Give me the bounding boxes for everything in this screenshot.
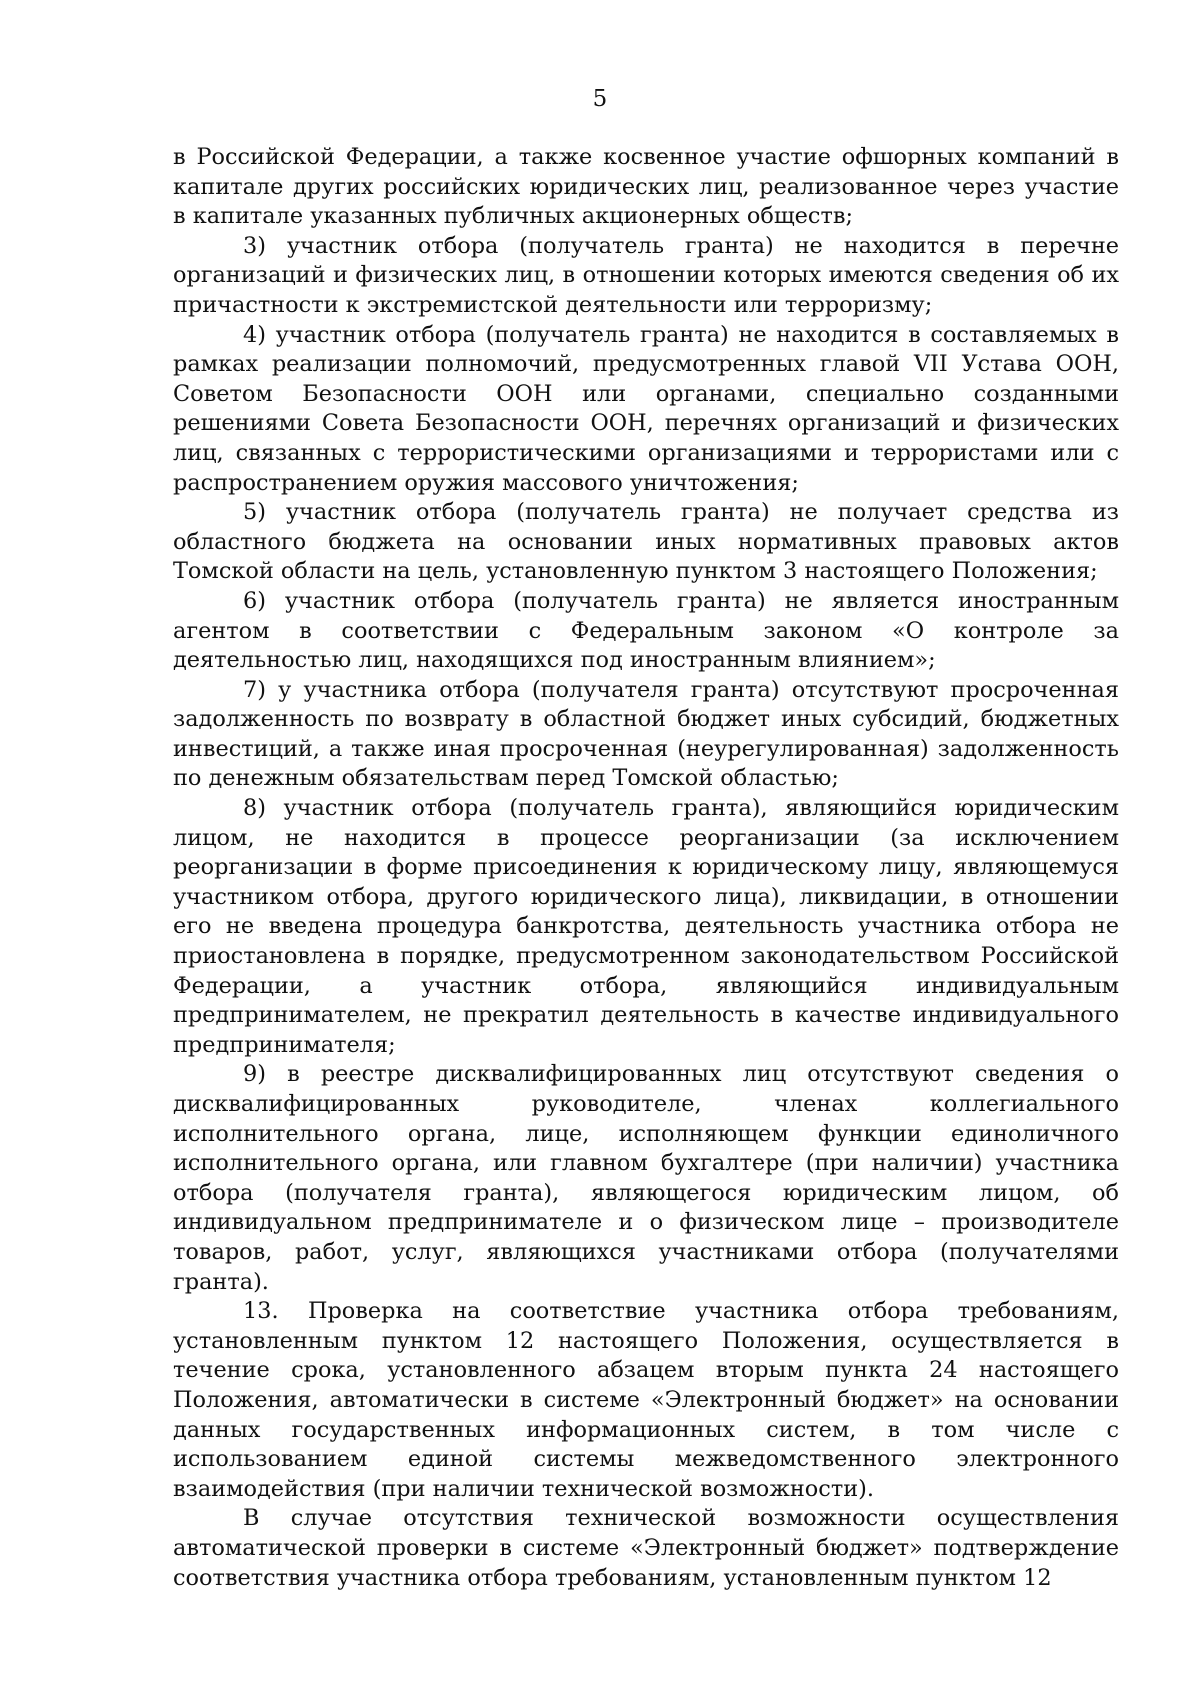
paragraph-item-5: 5) участник отбора (получатель гранта) не получает средства из областного бюджета на основании иных нормативных правовых актов Томской области на цель, установленную пунктом 3 настоящего Положения; bbox=[173, 499, 1119, 585]
paragraph-section-13-continued: В случае отсутствия технической возможности осуществления автоматической проверки в системе «Электронный бюджет» подтверждение соответствия участника отбора требованиям, установленным пунктом 12 bbox=[173, 1505, 1119, 1591]
paragraph-continuation: в Российской Федерации, а также косвенное участие офшорных компаний в капитале других российских юридических лиц, реализованное через участие в капитале указанных публичных акционерных обществ; bbox=[173, 144, 1119, 230]
paragraph-item-8: 8) участник отбора (получатель гранта), являющийся юридическим лицом, не находится в процессе реорганизации (за исключением реорганизации в форме присоединения к юридическому лицу, являющемуся участником отбора, другого юридического лица), ликвидации, в отношении его не введена процедура банкротства, деятельность участника отбора не приостановлена в порядке, предусмотренном законодательством Российской Федерации, а участник отбора, являющийся индивидуальным предпринимателем, не прекратил деятельность в качестве индивидуального предпринимателя; bbox=[173, 795, 1119, 1058]
paragraph-section-13: 13. Проверка на соответствие участника отбора требованиям, установленным пунктом 12 настоящего Положения, осуществляется в течение срока, установленного абзацем вторым пункта 24 настоящего Положения, автоматически в системе «Электронный бюджет» на основании данных государственных информационных систем, в том числе с использованием единой системы межведомственного электронного взаимодействия (при наличии технической возможности). bbox=[173, 1298, 1119, 1502]
paragraph-item-6: 6) участник отбора (получатель гранта) не является иностранным агентом в соответствии с Федеральным законом «О контроле за деятельностью лиц, находящихся под иностранным влиянием»; bbox=[173, 587, 1119, 674]
paragraph-item-9: 9) в реестре дисквалифицированных лиц отсутствуют сведения о дисквалифицированных руководителе, членах коллегиального исполнительного органа, лице, исполняющем функции единоличного исполнительного органа, или главном бухгалтере (при наличии) участника отбора (получателя гранта), являющегося юридическим лицом, об индивидуальном предпринимателе и о физическом лице – производителе товаров, работ, услуг, являющихся участниками отбора (получателями гранта). bbox=[173, 1061, 1119, 1295]
document-body bbox=[173, 143, 1119, 1593]
paragraph-item-3: 3) участник отбора (получатель гранта) не находится в перечне организаций и физических лиц, в отношении которых имеются сведения об их причастности к экстремистской деятельности или терроризму; bbox=[173, 232, 1119, 318]
paragraph-item-4: 4) участник отбора (получатель гранта) не находится в составляемых в рамках реализации полномочий, предусмотренных главой VII Устава ООН, Советом Безопасности ООН или органами, специально созданными решениями Совета Безопасности ООН, перечнях организаций и физических лиц, связанных с террористическими организациями и террористами или с распространением оружия массового уничтожения; bbox=[173, 321, 1119, 496]
paragraph-item-7: 7) у участника отбора (получателя гранта) отсутствуют просроченная задолженность по возврату в областной бюджет иных субсидий, бюджетных инвестиций, а также иная просроченная (неурегулированная) задолженность по денежным обязательствам перед Томской областью; bbox=[173, 676, 1119, 792]
page-number: 5 bbox=[592, 86, 608, 112]
